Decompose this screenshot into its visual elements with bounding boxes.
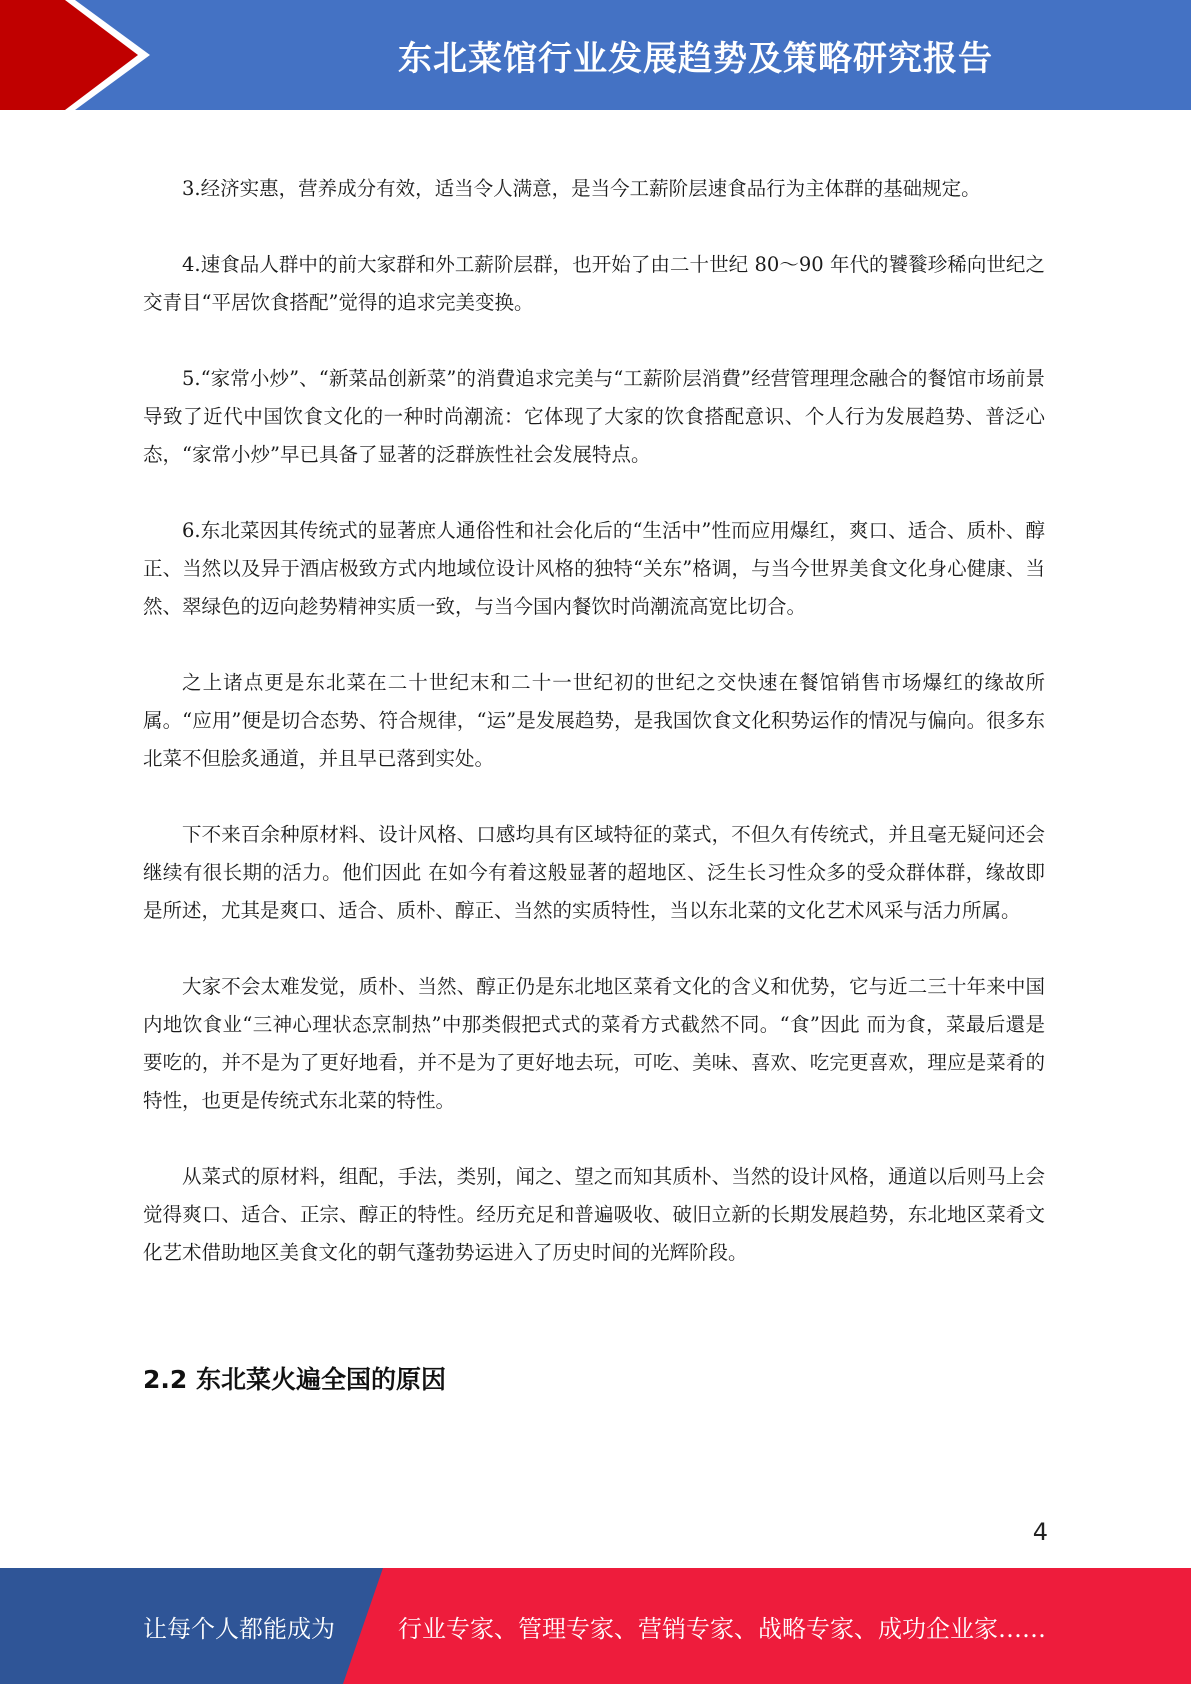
paragraph: 3.经济实惠，营养成分有效，适当令人满意，是当今工薪阶层速食品行为主体群的基础规定。 [182, 177, 981, 200]
report-title: 东北菜馆行业发展趋势及策略研究报告 [398, 38, 993, 79]
page-footer [0, 1568, 1191, 1684]
paragraph: 5.“家常小炒”、“新菜品创新菜”的消費追求完美与“工薪阶层消費”经营管理理念融合的餐馆市场前景导致了近代中国饮食文化的一种时尚潮流：它体现了大家的饮食搭配意识、个人行为发展趋势、普泛心态，“家常小炒”早已具备了显著的泛群族性社会发展特点。 [143, 367, 1045, 466]
page-header [0, 0, 1191, 110]
paragraph: 从菜式的原材料，组配，手法，类别，闻之、望之而知其质朴、当然的设计风格，通道以后则马上会觉得爽口、适合、正宗、醇正的特性。经历充足和普遍吸收、破旧立新的长期发展趋势，东北地区菜肴文化艺术借助地区美食文化的朝气蓬勃势运进入了历史时间的光辉阶段。 [143, 1165, 1045, 1264]
paragraph: 大家不会太难发觉，质朴、当然、醇正仍是东北地区菜肴文化的含义和优势，它与近二三十年来中国内地饮食业“三神心理状态烹制热”中那类假把式式的菜肴方式截然不同。“食”因此 而为食，菜最后還是要吃的，并不是为了更好地看，并不是为了更好地去玩，可吃、美味、喜欢、吃完更喜欢，理应是菜肴的特性，也更是传统式东北菜的特性。 [143, 975, 1045, 1112]
footer-slogan-right: 行业专家、管理专家、营销专家、战略专家、成功企业家…… [398, 1614, 1046, 1643]
section-heading: 2.2 东北菜火遍全国的原因 [143, 1365, 446, 1394]
page-number: 4 [1032, 1518, 1048, 1546]
footer-slogan-left: 让每个人都能成为 [143, 1614, 335, 1643]
paragraph: 6.东北菜因其传统式的显著庶人通俗性和社会化后的“生活中”性而应用爆红，爽口、适合、质朴、醇正、当然以及异于酒店极致方式内地域位设计风格的独特“关东”格调，与当今世界美食文化身心健康、当然、翠绿色的迈向趁势精神实质一致，与当今国内餐饮时尚潮流高宽比切合。 [143, 519, 1045, 618]
paragraph: 下不来百余种原材料、设计风格、口感均具有区域特征的菜式，不但久有传统式，并且毫无疑问还会继续有很长期的活力。他们因此 在如今有着这般显著的超地区、泛生长习性众多的受众群体群，缘故即是所述，尤其是爽口、适合、质朴、醇正、当然的实质特性，当以东北菜的文化艺术风采与活力所属。 [143, 823, 1045, 922]
page-body [143, 170, 1045, 1396]
paragraph: 之上诸点更是东北菜在二十世纪末和二十一世纪初的世纪之交快速在餐馆销售市场爆红的缘故所属。“应用”便是切合态势、符合规律，“运”是发展趋势，是我国饮食文化积势运作的情况与偏向。很多东北菜不但脍炙通道，并且早已落到实处。 [143, 671, 1045, 770]
paragraph: 4.速食品人群中的前大家群和外工薪阶层群，也开始了由二十世纪 80～90 年代的饕餮珍稀向世纪之交青目“平居饮食搭配”觉得的追求完美变换。 [143, 253, 1045, 314]
